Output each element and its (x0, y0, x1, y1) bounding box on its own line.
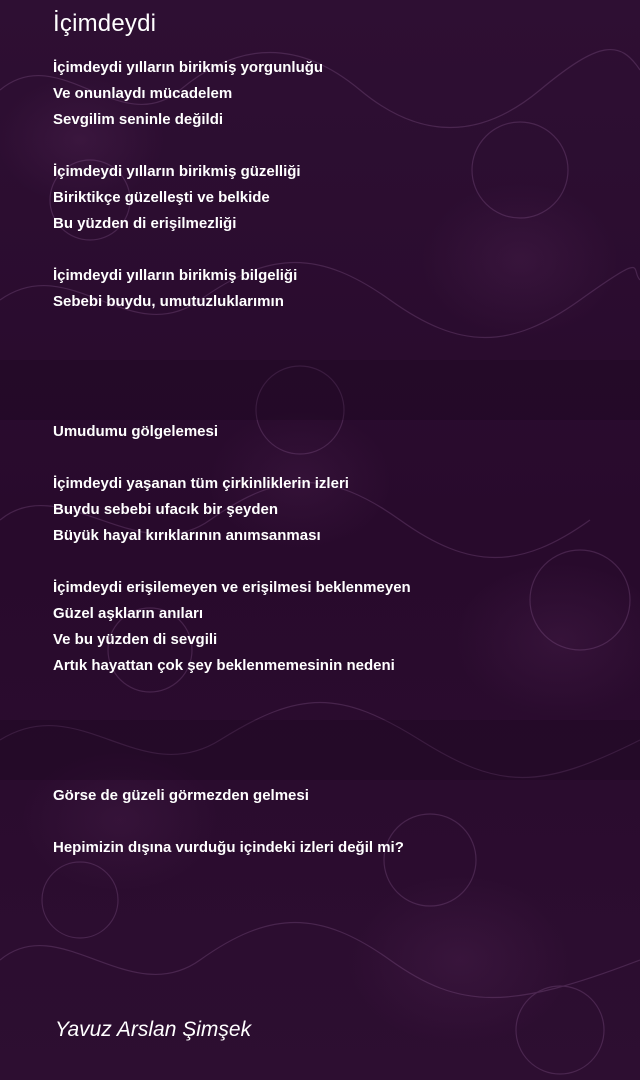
poem-line: Hepimizin dışına vurduğu içindeki izleri değil mi? (53, 839, 404, 856)
poem-line: Güzel aşkların anıları (53, 605, 204, 622)
poem-line: Sevgilim seninle değildi (53, 111, 224, 128)
stanza (53, 419, 613, 445)
poem-line: İçimdeydi yılların birikmiş yorgunluğu (53, 59, 324, 76)
stanza (53, 835, 613, 861)
poem-line: İçimdeydi erişilemeyen ve erişilmesi beklenmeyen (53, 579, 411, 596)
poem-line: İçimdeydi yaşanan tüm çirkinliklerin izleri (53, 475, 349, 492)
poem-line: Biriktikçe güzelleşti ve belkide (53, 189, 270, 206)
stanza (53, 783, 613, 809)
poem-line: Görse de güzeli görmezden gelmesi (53, 787, 309, 804)
poem-body (53, 55, 613, 861)
poem-line: Buydu sebebi ufacık bir şeyden (53, 501, 279, 518)
poem-line: Ve onunlaydı mücadelem (53, 85, 233, 102)
stanza (53, 159, 613, 237)
poem-line: Büyük hayal kırıklarının anımsanması (53, 527, 321, 544)
stanza (53, 263, 613, 315)
stanza (53, 575, 613, 679)
poem-line: Artık hayattan çok şey beklenmemesinin nedeni (53, 657, 395, 674)
poem-line: Ve bu yüzden di sevgili (53, 631, 218, 648)
poem-line: Bu yüzden di erişilmezliği (53, 215, 237, 232)
poem-line: İçimdeydi yılların birikmiş güzelliği (53, 163, 301, 180)
poem-line: Umudumu gölgelemesi (53, 423, 219, 440)
stanza (53, 471, 613, 549)
poem-author: Yavuz Arslan Şimşek (55, 1018, 252, 1041)
poem-line: İçimdeydi yılların birikmiş bilgeliği (53, 267, 298, 284)
stanza (53, 55, 613, 133)
poem-title: İçimdeydi (53, 10, 157, 37)
poem-line: Sebebi buydu, umutuzluklarımın (53, 293, 284, 310)
